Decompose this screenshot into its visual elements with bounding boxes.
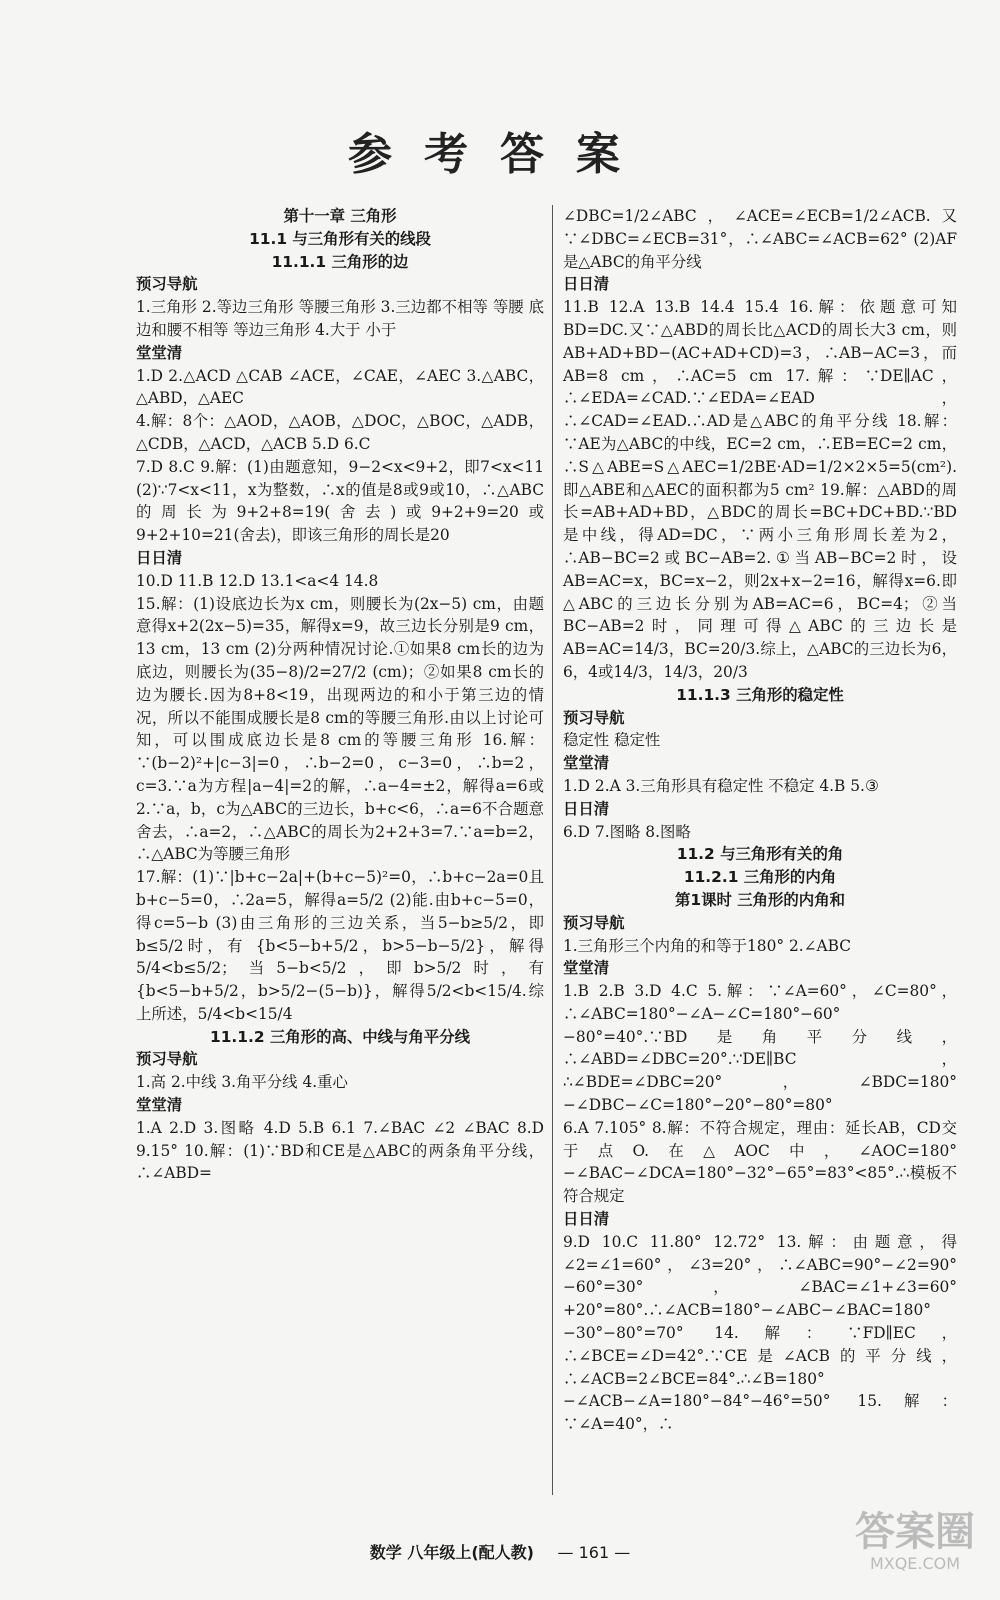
part-heading: 堂堂清 <box>136 1096 183 1115</box>
answer-paragraph: 4.解：8个：△AOD，△AOB，△DOC，△BOC，△ADB，△CDB，△ACD，△ACB 5.D 6.C <box>136 412 544 453</box>
subsection-heading: 11.1.1 三角形的边 <box>271 252 409 271</box>
left-column <box>136 205 544 1185</box>
subsection-heading: 11.1.2 三角形的高、中线与角平分线 <box>210 1027 470 1046</box>
subsection-heading: 11.2.1 三角形的内角 <box>683 868 837 887</box>
answer-paragraph: 1.高 2.中线 3.角平分线 4.重心 <box>136 1073 348 1092</box>
part-heading: 堂堂清 <box>563 754 610 773</box>
answer-paragraph: 1.D 2.△ACD △CAB ∠ACE，∠CAE，∠AEC 3.△ABC，△ABD，△AEC <box>136 366 544 408</box>
chapter-heading: 第十一章 三角形 <box>283 207 397 225</box>
part-heading: 预习导航 <box>563 913 625 932</box>
answer-paragraph: 1.三角形 2.等边三角形 等腰三角形 3.三边都不相等 等腰 底边和腰不相等 等边三角形 4.大于 小于 <box>136 298 544 339</box>
answer-paragraph: 1.A 2.D 3.图略 4.D 5.B 6.1 7.∠BAC ∠2 ∠BAC 8.D 9.15° 10.解：(1)∵BD和CE是△ABC的两条角平分线，∴∠ABD= <box>136 1118 544 1183</box>
part-heading: 日日清 <box>563 275 610 294</box>
answer-paragraph: 11.B 12.A 13.B 14.4 15.4 16.解：依题意可知BD=DC.又∵△ABD的周长比△ACD的周长大3 cm，则AB+AD+BD−(AC+AD+CD)=3，∴AB−AC=3，而AB=8 cm，∴AC=5 cm 17.解：∵DE∥AC，∴∠EDA=∠CAD.∵∠EDA=∠EAD，∴∠CAD=∠EAD.∴AD是△ABC的角平分线 18.解：∵AE为△ABC的中线，EC=2 cm，∴EB=EC=2 cm，∴S△ABE=S△AEC=1/2BE·AD=1/2×2×5=5(cm²).即△ABE和△AEC的面积都为5 cm² 19.解：△ABD的周长=AB+AD+BD，△BDC的周长=BC+DC+BD.∵BD是中线，得AD=DC，∵两小三角形周长差为2，∴AB−BC=2或BC−AB=2.①当AB−BC=2时，设AB=AC=x，BC=x−2，则2x+x−2=16，解得x=6.即△ABC的三边长分别为AB=AC=6，BC=4；②当BC−AB=2时，同理可得△ABC的三边长是AB=AC=14/3，BC=20/3.综上，△ABC的三边长为6，6，4或14/3，14/3，20/3 <box>563 298 957 681</box>
answer-paragraph: 6.A 7.105° 8.解：不符合规定，理由：延长AB，CD交于点O.在△AOC中，∠AOC=180°−∠BAC−∠DCA=180°−32°−65°=83°<85°.∴模板不符合规定 <box>563 1118 957 1206</box>
right-column <box>563 205 957 1436</box>
answer-paragraph: 1.三角形三个内角的和等于180° 2.∠ABC <box>563 936 852 955</box>
answer-paragraph: 15.解：(1)设底边长为x cm，则腰长为(2x−5) cm，由题意得x+2(2x−5)=35，解得x=9，故三边长分别是9 cm，13 cm，13 cm (2)分两种情况讨论.①如果8 cm长的边为底边，则腰长为(35−8)/2=27/2 (cm)；②如果8 cm长的边为腰长.因为8+8<19，出现两边的和小于第三边的情况，所以不能围成腰长是8 cm的等腰三角形.由以上讨论可知，可以围成底边长是8 cm的等腰三角形 16.解：∵(b−2)²+|c−3|=0，∴b−2=0，c−3=0，∴b=2，c=3.∵a为方程|a−4|=2的解，∴a−4=±2，解得a=6或2.∵a，b，c为△ABC的三边长，b+c<6，∴a=6不合题意舍去，∴a=2，∴△ABC的周长为2+2+3=7.∵a=b=2，∴△ABC为等腰三角形 <box>136 594 544 864</box>
part-heading: 日日清 <box>563 799 610 818</box>
answer-paragraph: 7.D 8.C 9.解：(1)由题意知，9−2<x<9+2，即7<x<11 (2)∵7<x<11，x为整数，∴x的值是8或9或10，∴△ABC的周长为9+2+8=19(舍去)或9+2+9=20或9+2+10=21(舍去)，即该三角形的周长是20 <box>136 457 544 545</box>
section-heading: 11.2 与三角形有关的角 <box>676 845 844 864</box>
answer-paragraph: 17.解：(1)∵|b+c−2a|+(b+c−5)²=0，∴b+c−2a=0且b+c−5=0，∴2a=5，解得a=5/2 (2)能.由b+c−5=0，得c=5−b (3)由三角形的三边关系，当5−b≥5/2，即b≤5/2时，有 {b<5−b+5/2，b>5−b−5/2}，解得5/4<b≤5/2；当5−b<5/2，即b>5/2时，有 {b<5−b+5/2，b>5/2−(5−b)}，解得5/2<b<15/4.综上所述，5/4<b<15/4 <box>136 868 544 1023</box>
column-divider <box>552 205 553 1495</box>
answer-paragraph: 9.D 10.C 11.80° 12.72° 13.解：由题意，得∠2=∠1=60°，∠3=20°，∴∠ABC=90°−∠2=90°−60°=30°，∠BAC=∠1+∠3=60°+20°=80°.∴∠ACB=180°−∠ABC−∠BAC=180°−30°−80°=70° 14.解：∵FD∥EC，∴∠BCE=∠D=42°.∵CE是∠ACB的平分线，∴∠ACB=2∠BCE=84°.∴∠B=180°−∠ACB−∠A=180°−84°−46°=50° 15.解：∵∠A=40°，∴ <box>563 1232 957 1434</box>
page-number: — 161 — <box>557 1543 631 1562</box>
section-heading: 11.1 与三角形有关的线段 <box>249 229 431 248</box>
answer-paragraph: 1.D 2.A 3.三角形具有稳定性 不稳定 4.B 5.③ <box>563 776 879 795</box>
part-heading: 堂堂清 <box>136 343 183 362</box>
answer-paragraph: 10.D 11.B 12.D 13.1<a<4 14.8 <box>136 571 379 590</box>
subsection-heading: 11.1.3 三角形的稳定性 <box>676 685 844 704</box>
answer-paragraph: 1.B 2.B 3.D 4.C 5.解：∵∠A=60°，∠C=80°，∴∠ABC=180°−∠A−∠C=180°−60°−80°=40°.∵BD是角平分线，∴∠ABD=∠DBC=20°.∵DE∥BC，∴∠BDE=∠DBC=20°，∠BDC=180°−∠DBC−∠C=180°−20°−80°=80° <box>563 982 957 1115</box>
footer-subject: 数学 八年级上(配人教) <box>369 1543 534 1562</box>
part-heading: 堂堂清 <box>563 959 610 978</box>
part-heading: 日日清 <box>563 1210 610 1229</box>
watermark-url: MXQE.COM <box>869 1554 961 1573</box>
page-title: 参考答案 <box>348 129 652 180</box>
watermark-text: 答案圈 <box>855 1509 975 1555</box>
part-heading: 预习导航 <box>136 275 198 294</box>
answer-paragraph: ∠DBC=1/2∠ABC，∠ACE=∠ECB=1/2∠ACB.又∵∠DBC=∠ECB=31°，∴∠ABC=∠ACB=62° (2)AF是△ABC的角平分线 <box>563 207 957 271</box>
part-heading: 预习导航 <box>136 1050 198 1069</box>
watermark-logo <box>840 1510 990 1590</box>
part-heading: 日日清 <box>136 548 183 567</box>
answer-paragraph: 稳定性 稳定性 <box>563 731 661 750</box>
lesson-heading: 第1课时 三角形的内角和 <box>675 890 845 909</box>
part-heading: 预习导航 <box>563 708 625 727</box>
answer-paragraph: 6.D 7.图略 8.图略 <box>563 822 691 841</box>
